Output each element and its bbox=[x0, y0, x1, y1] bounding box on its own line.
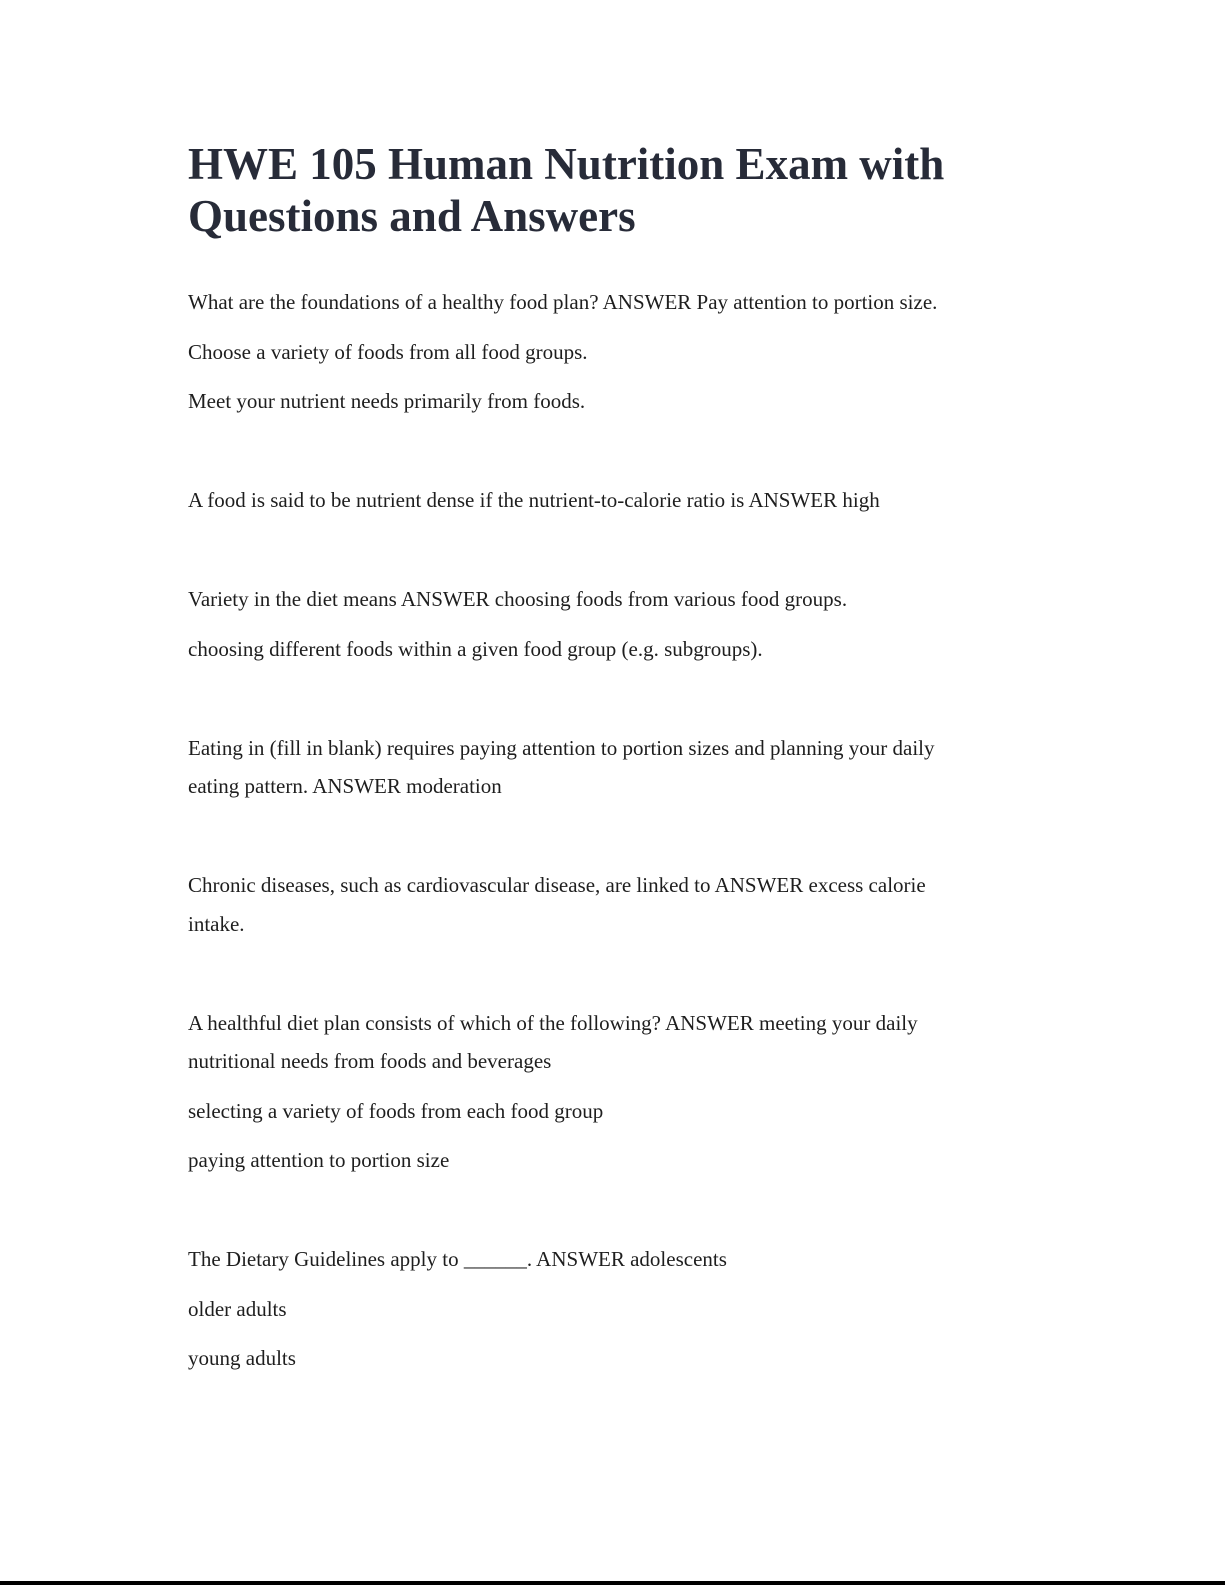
q5-line-2: intake. bbox=[188, 912, 245, 936]
q6-line-3: selecting a variety of foods from each food group bbox=[188, 1099, 604, 1123]
q7-line-1: The Dietary Guidelines apply to ______. ANSWER adolescents bbox=[188, 1247, 727, 1271]
q7-line-3: young adults bbox=[188, 1346, 296, 1370]
q1-line-3: Meet your nutrient needs primarily from foods. bbox=[188, 389, 586, 413]
q3-line-1: Variety in the diet means ANSWER choosing foods from various food groups. bbox=[188, 587, 848, 611]
document-title: HWE 105 Human Nutrition Exam with Questions and Answers bbox=[188, 139, 945, 241]
q5-line-1: Chronic diseases, such as cardiovascular disease, are linked to ANSWER excess calorie bbox=[188, 873, 926, 897]
q7-line-2: older adults bbox=[188, 1297, 287, 1321]
q6-line-2: nutritional needs from foods and beverages bbox=[188, 1049, 552, 1073]
q1-line-2: Choose a variety of foods from all food groups. bbox=[188, 340, 588, 364]
q1-line-1: What are the foundations of a healthy food plan? ANSWER Pay attention to portion size. bbox=[188, 290, 938, 314]
q3-line-2: choosing different foods within a given food group (e.g. subgroups). bbox=[188, 637, 763, 661]
q6-line-1: A healthful diet plan consists of which of the following? ANSWER meeting your daily bbox=[188, 1011, 918, 1035]
q6-line-4: paying attention to portion size bbox=[188, 1148, 450, 1172]
q4-line-1: Eating in (fill in blank) requires paying attention to portion sizes and planning your daily bbox=[188, 736, 935, 760]
q2-line-1: A food is said to be nutrient dense if the nutrient-to-calorie ratio is ANSWER high bbox=[188, 488, 880, 512]
page-bottom-border bbox=[0, 1581, 1225, 1585]
q4-line-2: eating pattern. ANSWER moderation bbox=[188, 774, 502, 798]
